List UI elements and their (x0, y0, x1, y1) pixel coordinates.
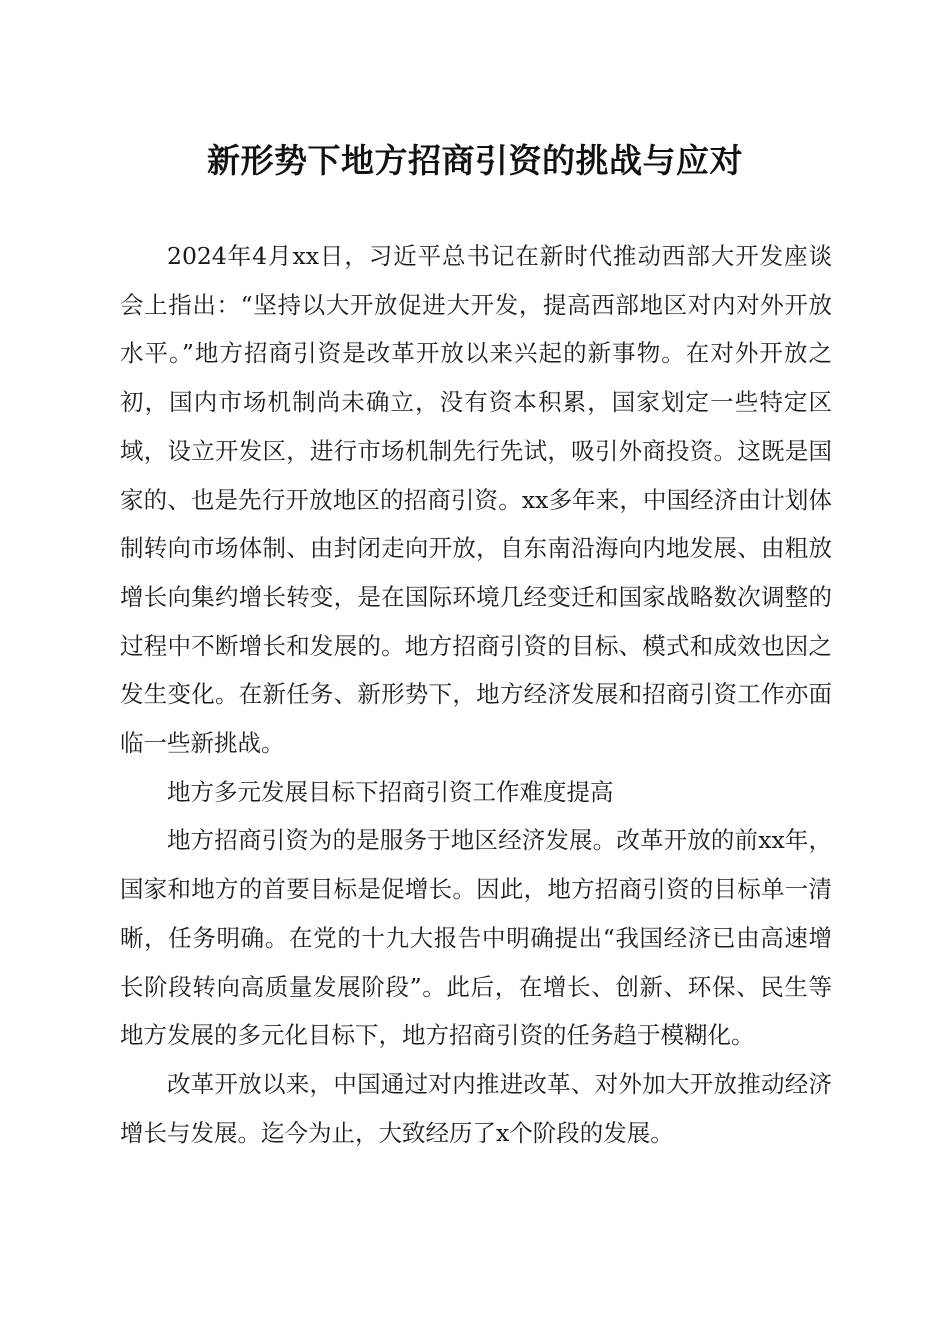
paragraph-intro: 2024年4月xx日，习近平总书记在新时代推动西部大开发座谈会上指出：“坚持以大开放促进大开发，提高西部地区对内对外开放水平。”地方招商引资是改革开放以来兴起的新事物。在对外开放之初，国内市场机制尚未确立，没有资本积累，国家划定一些特定区域，设立开发区，进行市场机制先行先试，吸引外商投资。这既是国家的、也是先行开放地区的招商引资。xx多年来，中国经济由计划体制转向市场体制、由封闭走向开放，自东南沿海向内地发展、由粗放增长向集约增长转变，是在国际环境几经变迁和国家战略数次调整的过程中不断增长和发展的。地方招商引资的目标、模式和成效也因之发生变化。在新任务、新形势下，地方经济发展和招商引资工作亦面临一些新挑战。 (120, 242, 832, 758)
paragraph-stages: 改革开放以来，中国通过对内推进改革、对外加大开放推动经济增长与发展。迄今为止，大致经历了x个阶段的发展。 (120, 1069, 832, 1147)
document-title: 新形势下地方招商引资的挑战与应对 (207, 141, 743, 180)
document-body (120, 232, 832, 1157)
paragraph-goals: 地方招商引资为的是服务于地区经济发展。改革开放的前xx年，国家和地方的首要目标是促增长。因此，地方招商引资的目标单一清晰，任务明确。在党的十九大报告中明确提出“我国经济已由高速增长阶段转向高质量发展阶段”。此后，在增长、创新、环保、民生等地方发展的多元化目标下，地方招商引资的任务趋于模糊化。 (120, 826, 832, 1050)
section-heading: 地方多元发展目标下招商引资工作难度提高 (167, 777, 614, 806)
